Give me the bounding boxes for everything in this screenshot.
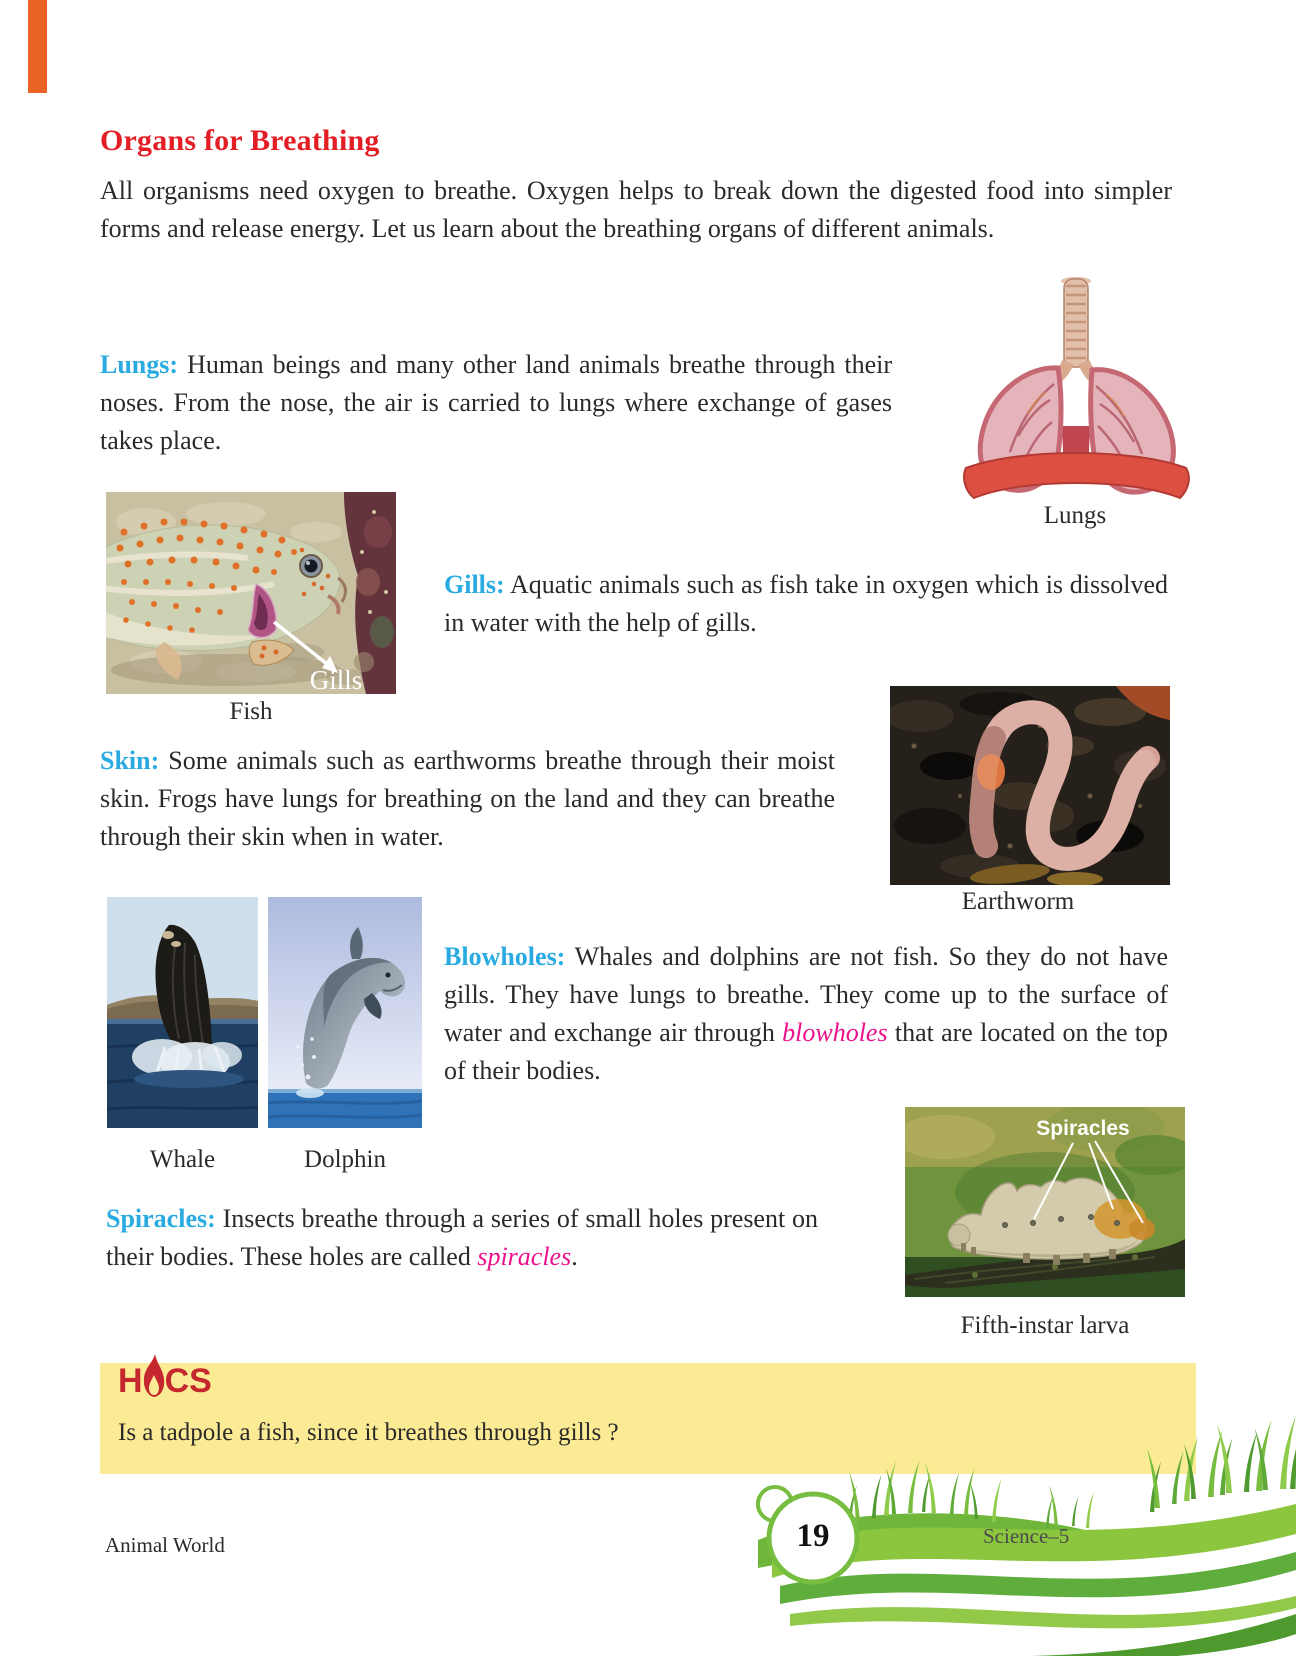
grass-tuft-mid <box>1046 1485 1094 1528</box>
earthworm-photo <box>890 686 1170 885</box>
dolphin-image <box>268 897 422 1128</box>
whale-image <box>107 897 258 1128</box>
page-edge-tab <box>28 0 47 93</box>
page-number: 19 <box>796 1518 830 1554</box>
gills-text: Aquatic animals such as fish take in oxygen which is dissolved in water with the help of gills. <box>444 570 1168 637</box>
blowholes-paragraph <box>444 938 1168 1090</box>
page-title: Organs for Breathing <box>100 124 380 157</box>
hocs-logo-h: H <box>118 1362 143 1400</box>
blowholes-text-after: that are located on the top of their bodies. <box>444 1018 1169 1085</box>
hocs-logo-cs: CS <box>164 1362 212 1400</box>
blowholes-text-before: Whales and dolphins are not fish. So they do not have gills. They have lungs to breathe. They come up to the surface of water and exchange air through <box>444 942 1168 1047</box>
chapter-name: Animal World <box>105 1533 225 1557</box>
lungs-paragraph <box>100 346 892 460</box>
skin-term: Skin: <box>100 746 160 775</box>
skin-text: Some animals such as earthworms breathe through their moist skin. Frogs have lungs for breathing on the land and they can breathe through their skin when in water. <box>100 746 836 851</box>
spiracles-text-after: . <box>571 1242 578 1271</box>
caterpillar-photo <box>905 1107 1185 1297</box>
fish-caption: Fish <box>229 698 273 725</box>
spiracles-photo-label: Spiracles <box>1036 1117 1130 1140</box>
fish-photo <box>106 492 396 694</box>
gills-photo-label: Gills <box>309 665 363 694</box>
larva-caption: Fifth-instar larva <box>960 1312 1130 1339</box>
earthworm-caption: Earthworm <box>961 888 1075 915</box>
spiracles-highlight: spiracles <box>477 1242 572 1271</box>
fish-image <box>106 492 396 694</box>
book-name: Science–5 <box>983 1524 1070 1548</box>
gills-term: Gills: <box>444 570 505 599</box>
whale-photo <box>107 897 258 1128</box>
gills-paragraph <box>444 566 1168 642</box>
lungs-illustration <box>950 276 1200 500</box>
hocs-logo <box>118 1353 212 1398</box>
lungs-caption: Lungs <box>1043 502 1107 529</box>
flame-icon <box>141 1353 167 1399</box>
blowholes-term: Blowholes: <box>444 942 566 971</box>
spiracles-term: Spiracles: <box>106 1204 216 1233</box>
hocs-question: Is a tadpole a fish, since it breathes through gills ? <box>118 1419 619 1446</box>
whale-caption: Whale <box>149 1146 216 1173</box>
skin-paragraph <box>100 742 835 856</box>
intro-paragraph: All organisms need oxygen to breathe. Oxygen helps to break down the digested food into simpler forms and release energy. Let us learn about the breathing organs of different animals. <box>100 176 1172 243</box>
earthworm-image <box>890 686 1170 885</box>
lungs-text: Human beings and many other land animals breathe through their noses. From the nose, the air is carried to lungs where exchange of gases takes place. <box>100 350 892 455</box>
caterpillar-image <box>905 1107 1185 1297</box>
whale-splash <box>132 1039 244 1088</box>
dolphin-photo <box>268 897 422 1128</box>
lungs-image <box>950 276 1200 500</box>
footer-wave-decoration <box>0 1400 1296 1656</box>
grass-tuft-right <box>1147 1415 1296 1512</box>
lungs-term: Lungs: <box>100 350 179 379</box>
spiracles-paragraph <box>106 1200 818 1276</box>
spiracles-text-before: Insects breathe through a series of small holes present on their bodies. These holes are called <box>106 1204 818 1271</box>
dolphin-caption: Dolphin <box>304 1146 386 1173</box>
blowholes-highlight: blowholes <box>782 1018 888 1047</box>
